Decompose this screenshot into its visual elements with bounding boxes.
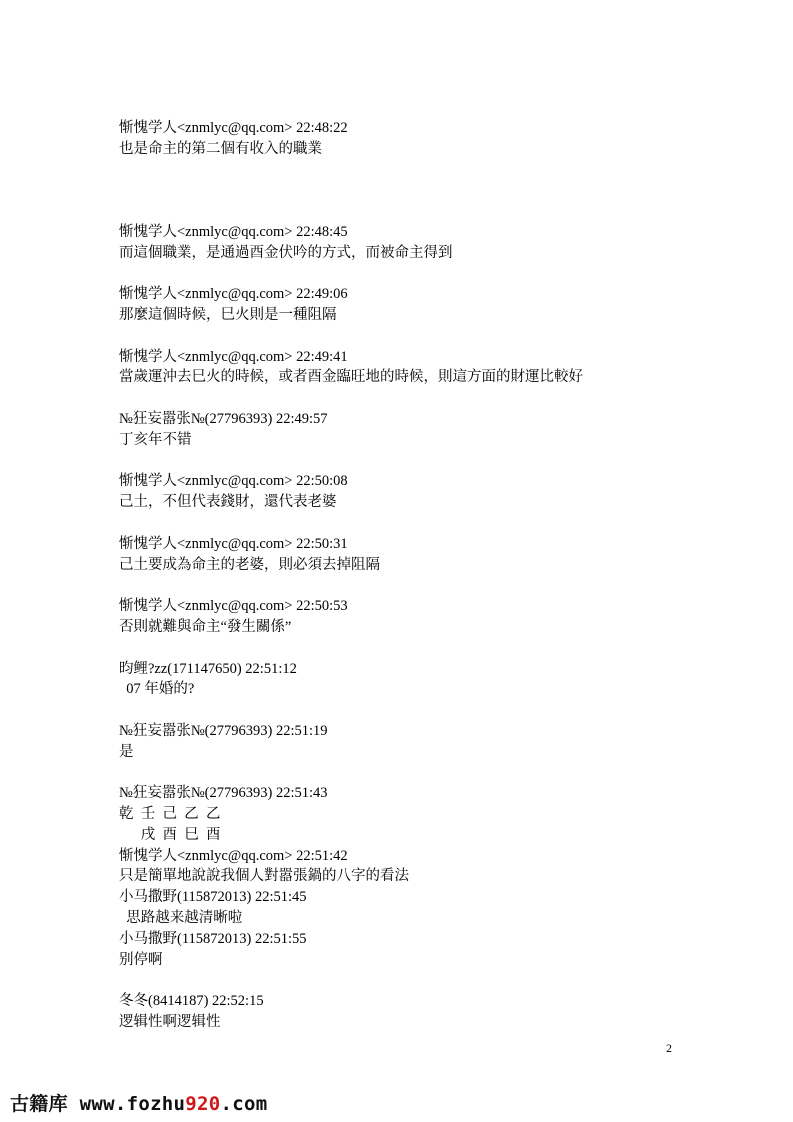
chat-header: 惭愧学人<znmlyc@qq.com> 22:50:31 — [119, 535, 348, 552]
chat-message: 當歲運沖去巳火的時候，或者酉金臨旺地的時候，則這方面的財運比較好 — [119, 369, 583, 386]
chat-header: 昀鲤?zz(171147650) 22:51:12 — [119, 660, 297, 677]
chat-header: 惭愧学人<znmlyc@qq.com> 22:49:06 — [119, 286, 348, 303]
watermark-accent: 920 — [185, 1093, 221, 1115]
watermark-prefix: 古籍库 www.fozhu — [10, 1093, 186, 1115]
chat-message: 思路越来越清晰啦 — [119, 910, 243, 927]
chat-message: 逻辑性啊逻辑性 — [119, 1014, 221, 1031]
chat-message: 己土，不但代表錢財，還代表老婆 — [119, 494, 337, 511]
chat-header: 小马撒野(115872013) 22:51:55 — [119, 930, 307, 947]
chat-header: 惭愧学人<znmlyc@qq.com> 22:50:08 — [119, 473, 348, 490]
chat-message: 07 年婚的? — [119, 681, 195, 698]
chat-header: №狂妄嚣张№(27796393) 22:51:19 — [119, 722, 328, 739]
chat-message: 否則就難與命主“發生關係” — [119, 618, 292, 635]
chat-header: 惭愧学人<znmlyc@qq.com> 22:51:42 — [119, 847, 348, 864]
chat-header: 惭愧学人<znmlyc@qq.com> 22:48:45 — [119, 223, 348, 240]
chat-header: 惭愧学人<znmlyc@qq.com> 22:50:53 — [119, 598, 348, 615]
chat-header: №狂妄嚣张№(27796393) 22:49:57 — [119, 410, 328, 427]
chat-message: 只是簡單地說說我個人對嚣張鍋的八字的看法 — [119, 868, 409, 885]
chat-header: 冬冬(8414187) 22:52:15 — [119, 993, 264, 1010]
watermark-suffix: .com — [220, 1093, 268, 1115]
chat-header: №狂妄嚣张№(27796393) 22:51:43 — [119, 785, 328, 802]
chat-message: 那麼這個時候，巳火則是一種阻隔 — [119, 306, 337, 323]
chat-message: 己土要成為命主的老婆，則必須去掉阻隔 — [119, 556, 380, 573]
site-watermark — [10, 1089, 267, 1116]
chat-header: 小马撒野(115872013) 22:51:45 — [119, 889, 307, 906]
bazi-stems-line: 乾 壬 己 乙 乙 — [119, 806, 221, 823]
chat-log — [119, 97, 719, 1033]
chat-header: 惭愧学人<znmlyc@qq.com> 22:49:41 — [119, 348, 348, 365]
chat-message: 丁亥年不错 — [119, 431, 192, 448]
page-number: 2 — [666, 1041, 672, 1055]
chat-message: 而這個職業，是通過酉金伏吟的方式，而被命主得到 — [119, 244, 453, 261]
chat-header: 惭愧学人<znmlyc@qq.com> 22:48:22 — [119, 119, 348, 136]
chat-message: 也是命主的第二個有收入的職業 — [119, 140, 322, 157]
bazi-branches-line: 戌 酉 巳 酉 — [119, 826, 221, 843]
chat-message: 别停啊 — [119, 951, 163, 968]
chat-message: 是 — [119, 743, 134, 760]
